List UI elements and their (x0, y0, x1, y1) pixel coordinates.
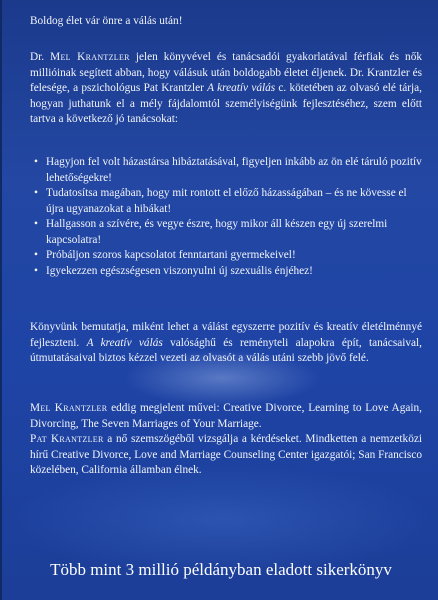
bullet-icon: • (34, 264, 38, 277)
paragraph-text: jelen könyvével és tanácsadói gyakorlatával férfiak és nők millióinak segített abban, hogy válásuk után boldogabb életet éljenek. Dr. Krantzler és felesége, a pszichológus Pat Krantzler (30, 51, 422, 94)
advice-item (30, 217, 422, 248)
bullet-icon: • (34, 218, 38, 230)
advice-item (30, 155, 422, 186)
bullet-icon: • (34, 187, 38, 199)
author-name: Pat Krantzler (30, 433, 104, 445)
paragraph-text: c. kötetében az olvasó elé tárja, hogyan juthatunk el a mély fájdalomtól személyiségünk fejlesztéséhez, szem előtt tartva a következő jó tanácsokat: (30, 82, 423, 125)
paragraph-text: eddig megjelent művei: Creative Divorce, Learning to Love Again, Divorcing, The Seven Marriages of Your Marriage. (30, 402, 422, 430)
paragraph-summary (30, 320, 422, 367)
advice-text: Hagyjon fel volt házastársa hibáztatásával, figyeljen inkább az ön elé táruló pozitív lehetőségekre! (46, 156, 422, 184)
author-name: Mel Krantzler (50, 51, 130, 63)
advice-text: Hallgasson a szívére, és vegye észre, hogy mikor áll készen egy új szerelmi kapcsolatra! (46, 218, 388, 246)
paragraph-text: Könyvünk bemutatja, miként lehet a válást egyszerre pozitív és kreatív életélménnyé fejleszteni. (30, 321, 422, 349)
paragraph-text: a nő szemszögéből vizsgálja a kérdéseket. Mindketten a nemzetközi hírű Creative Divorce, Love and Marriage Counseling Center igazgatói; San Francisco közelében, California államban élnek. (30, 433, 422, 476)
bullet-icon: • (34, 249, 38, 261)
advice-item (30, 186, 422, 217)
author-name: Mel Krantzler (30, 402, 108, 414)
book-title: A kreatív válás (86, 336, 163, 349)
advice-item (30, 248, 422, 264)
bullet-icon: • (34, 156, 38, 168)
paragraph-description (30, 50, 422, 128)
book-title: A kreatív válás (207, 82, 276, 94)
advice-list (30, 155, 422, 279)
paragraph-authors (30, 401, 422, 479)
advice-text: Próbáljon szoros kapcsolatot fenntartani gyermekeivel! (46, 249, 296, 261)
advice-item (30, 264, 422, 280)
advice-text: Igyekezzen egészségesen viszonyulni új szexuális énjéhez! (46, 264, 313, 277)
bestseller-tagline: Több mint 3 millió példányban eladott sikerkönyv (50, 560, 392, 579)
paragraph-text: valósághű és reményteli alapokra épít, tanácsaival, útmutatásaival biztos kézzel vezeti az olvasót a válás utáni szebb jövő felé. (30, 336, 422, 364)
author-prefix: Dr. (30, 51, 51, 63)
intro-line: Boldog élet vár önre a válás után! (30, 15, 183, 27)
advice-text: Tudatosítsa magában, hogy mit rontott el előző házasságában – és ne kövesse el újra ugyanazokat a hibákat! (46, 187, 407, 215)
